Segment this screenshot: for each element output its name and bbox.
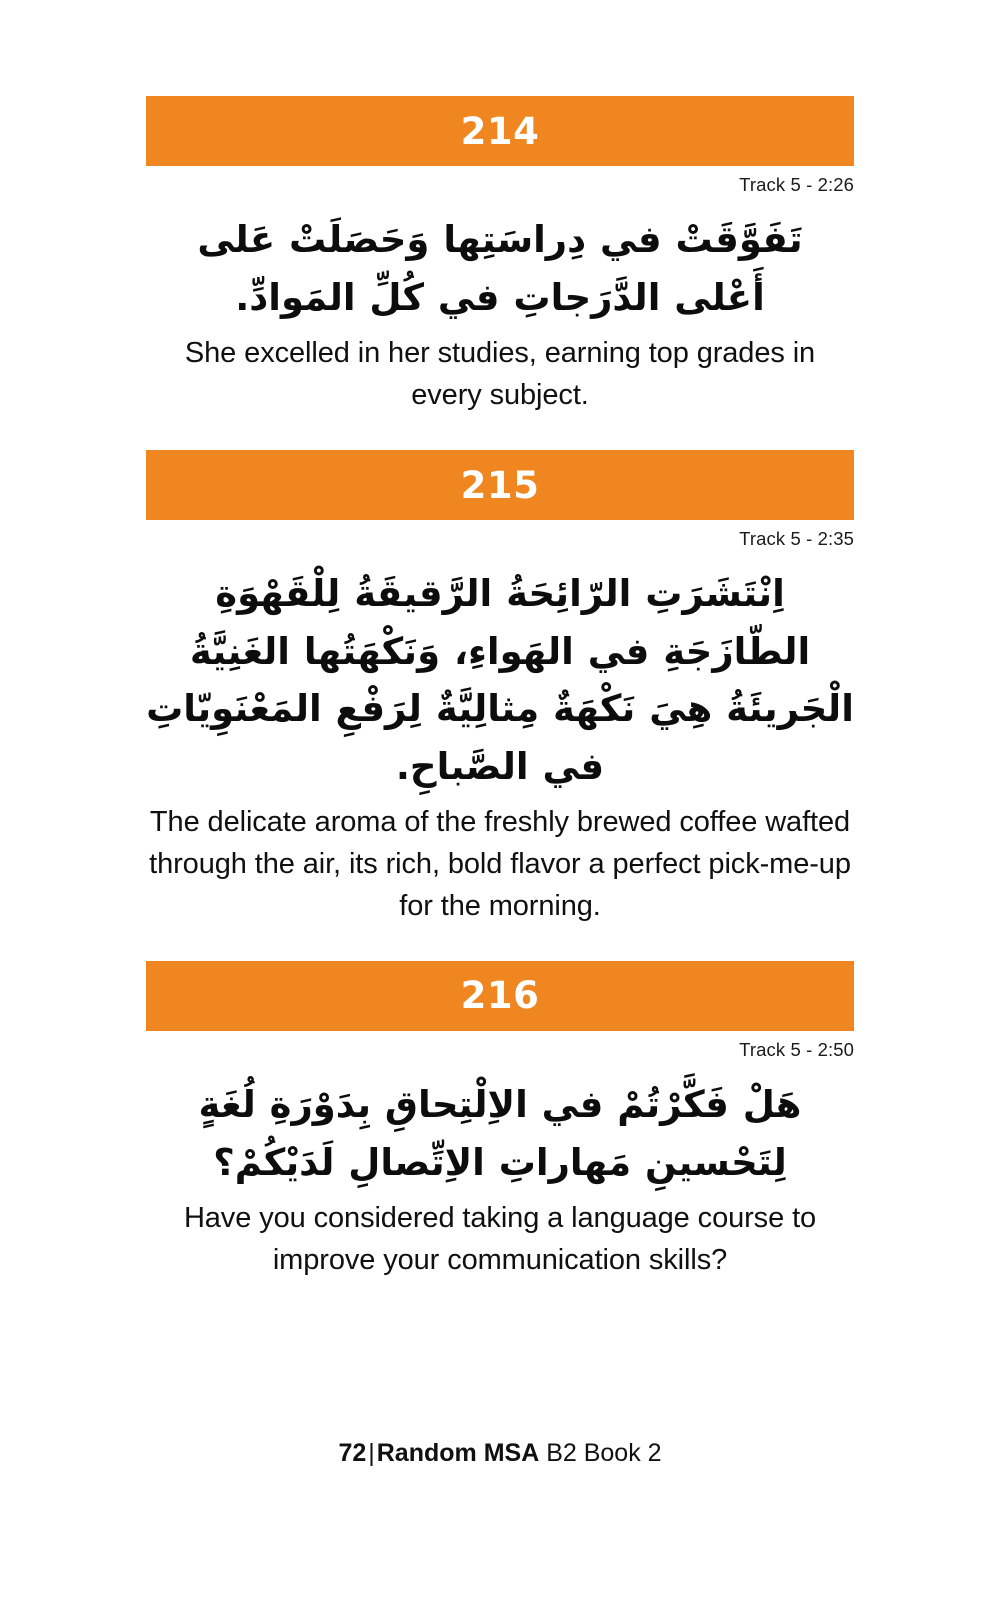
entry-number-band [146, 961, 854, 1031]
entry-number: 215 [460, 463, 540, 507]
footer-page-number: 72 [338, 1439, 367, 1467]
english-translation: She excelled in her studies, earning top grades in every subject. [184, 337, 816, 412]
entries-container [146, 96, 854, 1281]
entry-number-band [146, 96, 854, 166]
arabic-sentence: هَلْ فَكَّرْتُمْ في الاِلْتِحاقِ بِدَوْرَةِ لُغَةٍ لِتَحْسينِ مَهاراتِ الاِتِّصالِ لَدَيْكُمْ؟ [198, 1083, 802, 1184]
entry-number-band [146, 450, 854, 520]
entry-number: 216 [460, 974, 540, 1018]
english-translation: Have you considered taking a language course to improve your communication skills? [183, 1202, 817, 1277]
track-label: Track 5 - 2:35 [739, 528, 854, 550]
footer-book-subtitle: B2 Book 2 [546, 1439, 662, 1467]
entry-number: 214 [460, 109, 540, 153]
footer-book-brand: Random MSA [376, 1439, 540, 1467]
arabic-sentence: تَفَوَّقَتْ في دِراسَتِها وَحَصَلَتْ عَلى أَعْلى الدَّرَجاتِ في كُلِّ المَوادِّ. [197, 218, 803, 319]
arabic-sentence: اِنْتَشَرَتِ الرّائِحَةُ الرَّقيقَةُ لِلْقَهْوَةِ الطّازَجَةِ في الهَواءِ، وَنَكْهَتُها الغَنِيَّةُ الْجَريئَةُ هِيَ نَكْهَةٌ مِثالِيَّةٌ لِرَفْعِ المَعْنَوِيّاتِ في الصَّباحِ. [146, 572, 854, 788]
entry-214 [146, 96, 854, 416]
track-row [146, 166, 854, 195]
entry-215 [146, 450, 854, 927]
track-label: Track 5 - 2:26 [739, 174, 854, 195]
track-row [146, 520, 854, 549]
english-translation: The delicate aroma of the freshly brewed coffee wafted through the air, its rich, bold flavor a perfect pick-me-up for the morning. [149, 805, 851, 922]
track-label: Track 5 - 2:50 [739, 1038, 854, 1060]
footer-separator: | [368, 1439, 375, 1467]
track-row [146, 1031, 854, 1060]
page-footer [0, 1438, 1000, 1468]
entry-216 [146, 961, 854, 1281]
